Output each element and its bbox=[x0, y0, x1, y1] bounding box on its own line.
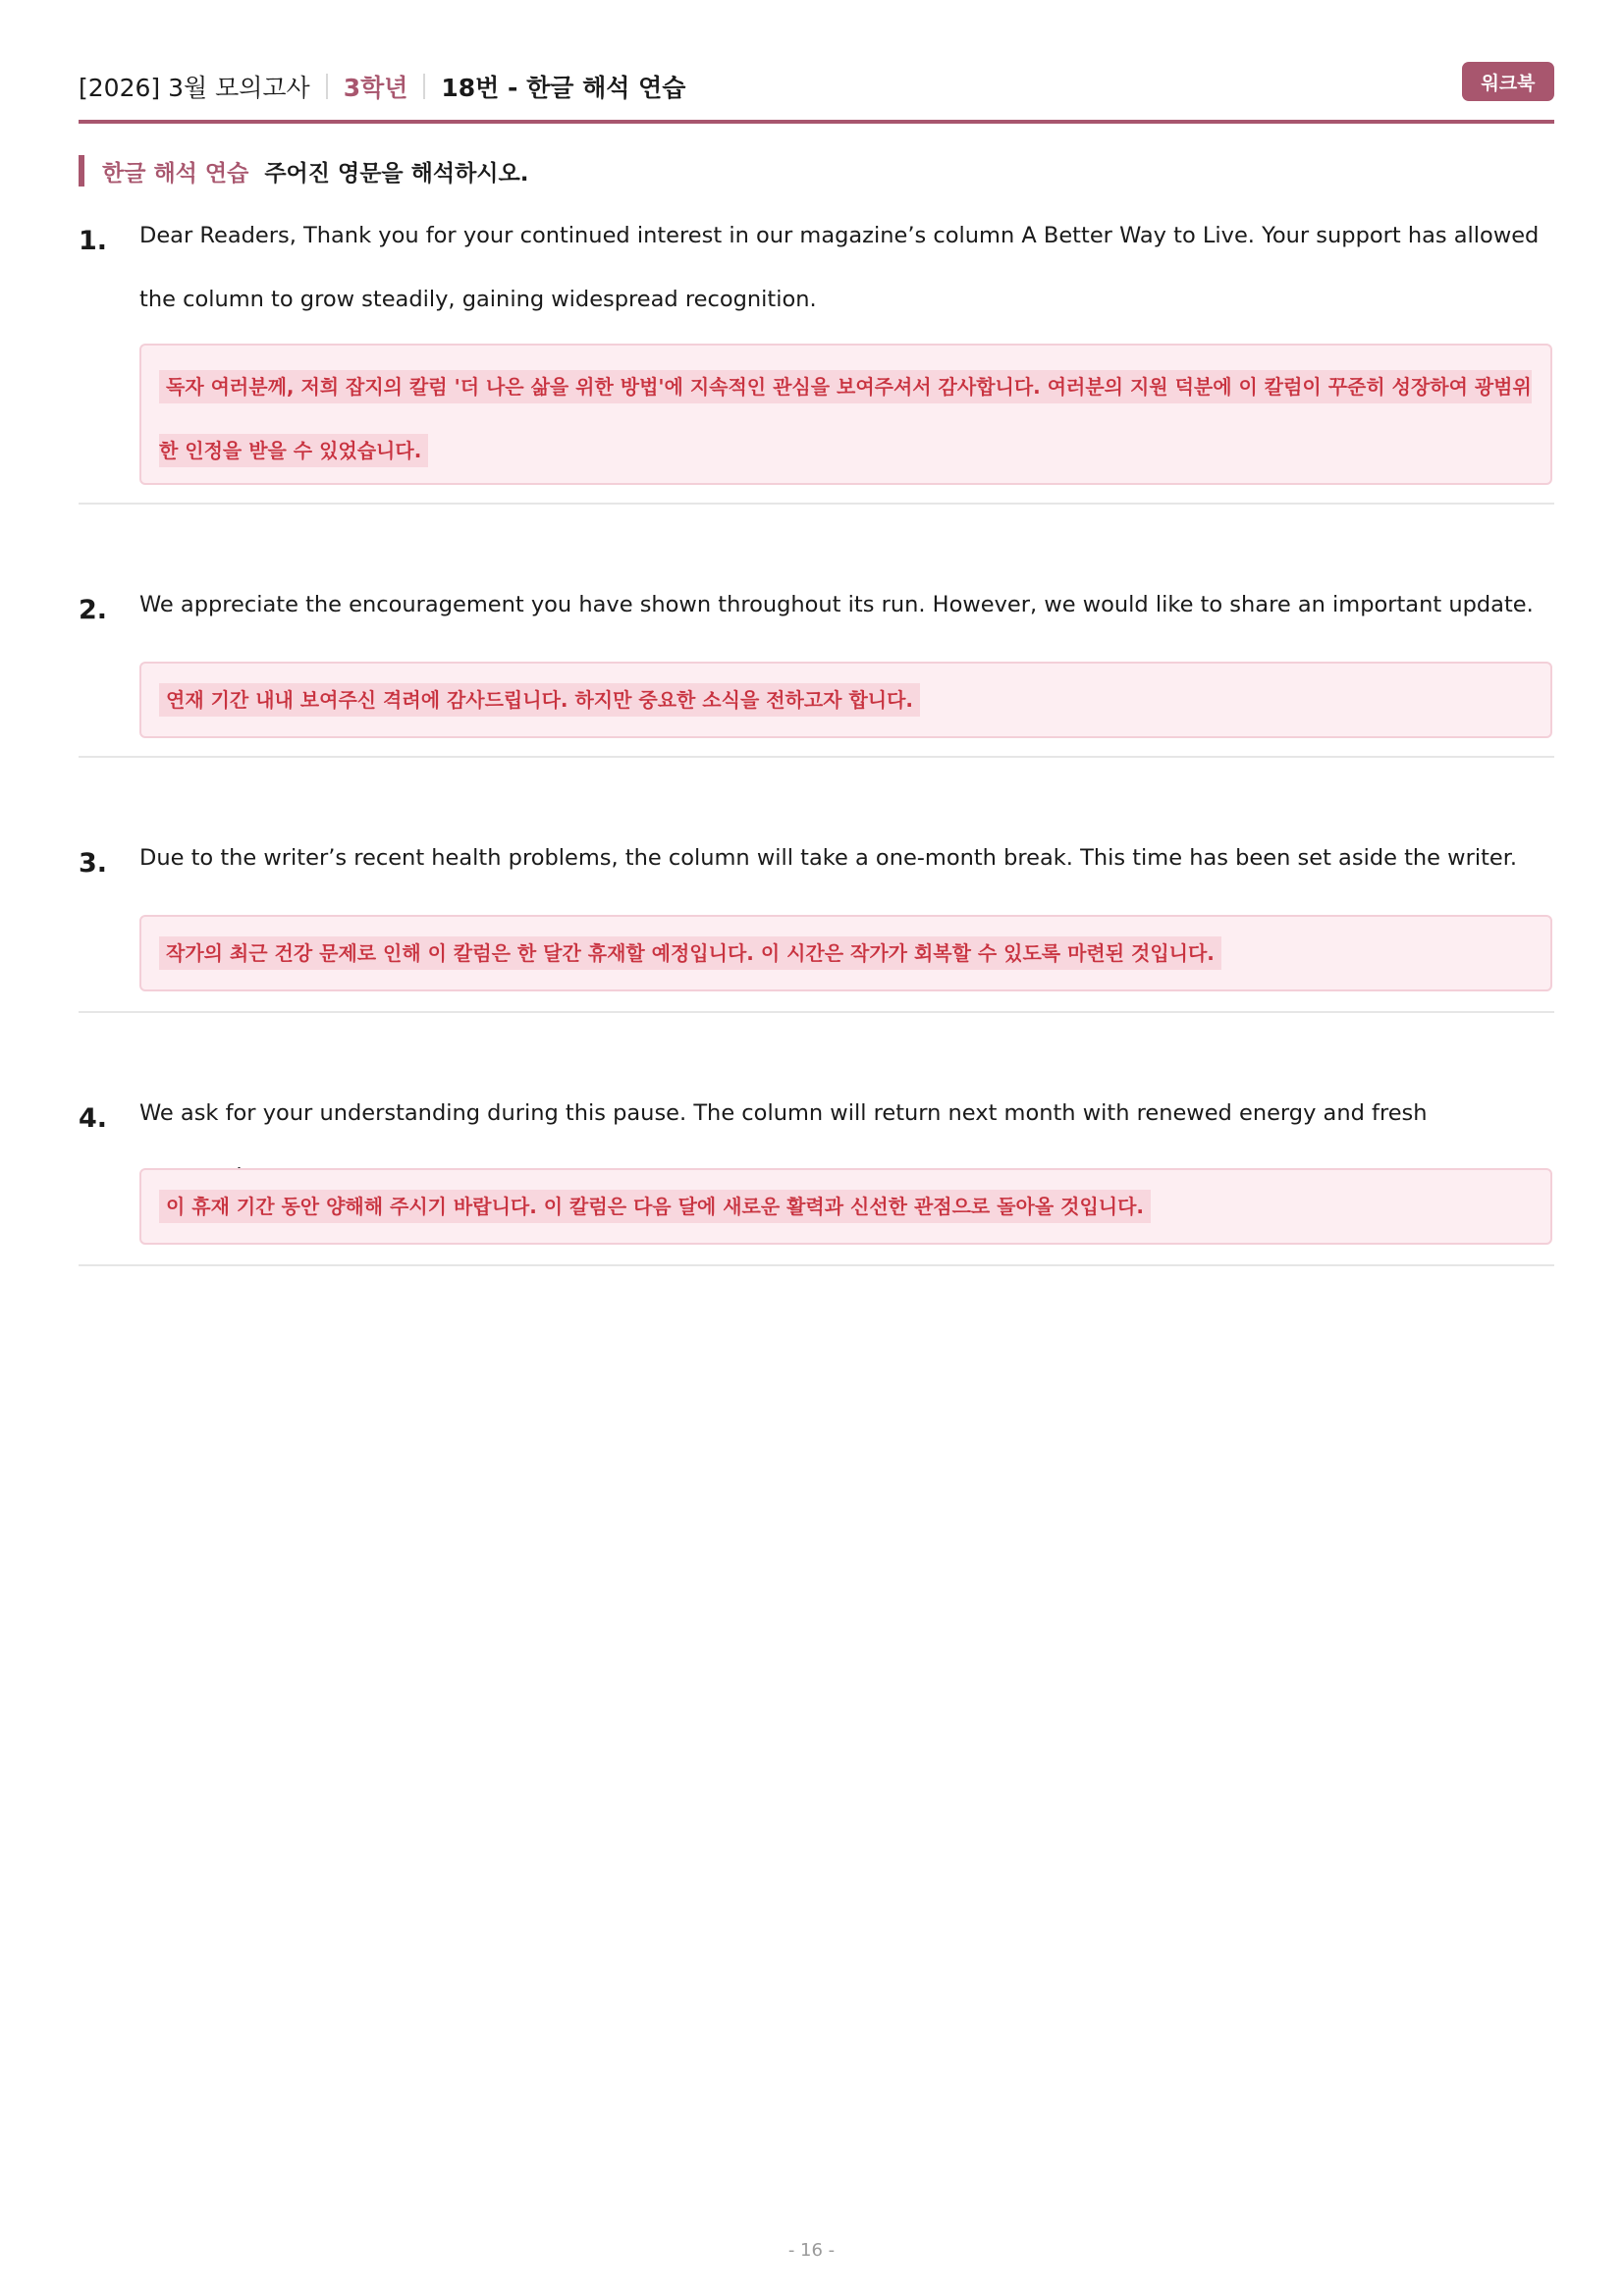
english-sentence: Due to the writer’s recent health problems, the column will take a one-month break. This time has been set aside the writer. bbox=[139, 845, 1518, 871]
exercise-item bbox=[79, 202, 1554, 505]
english-sentence: We ask for your understanding during this pause. The column will return next month with renewed energy and fresh bbox=[139, 1100, 1428, 1126]
item-number: 2. bbox=[79, 595, 108, 625]
header-breadcrumb bbox=[79, 69, 685, 104]
translation-box bbox=[139, 344, 1552, 485]
korean-translation: 연재 기간 내내 보여주신 격려에 감사드립니다. 하지만 중요한 소식을 전하고자 합니다. bbox=[159, 673, 1535, 726]
page-header bbox=[79, 61, 1554, 124]
topic-title: 18번 - 한글 해석 연습 bbox=[441, 74, 686, 102]
section-heading bbox=[79, 155, 528, 187]
exercise-item bbox=[79, 571, 1554, 758]
korean-translation: 이 휴재 기간 동안 양해해 주시기 바랍니다. 이 칼럼은 다음 달에 새로운 활력과 신선한 관점으로 돌아올 것입니다. bbox=[159, 1180, 1535, 1233]
workbook-badge: 워크북 bbox=[1462, 62, 1554, 101]
item-number: 3. bbox=[79, 848, 108, 879]
item-number: 4. bbox=[79, 1103, 108, 1134]
page-number: - 16 - bbox=[787, 2240, 836, 2261]
grade-label: 3학년 bbox=[343, 74, 408, 102]
korean-translation: 독자 여러분께, 저희 잡지의 칼럼 '더 나은 삶을 위한 방법'에 지속적인 관심을 보여주셔서 감사합니다. 여러분의 지원 덕분에 이 칼럼이 꾸준히 성장하여 광범위한 인정을 받을 수 있었습니다. bbox=[159, 355, 1535, 483]
english-sentence: Dear Readers, Thank you for your continued interest in our magazine’s column A Better Way to Live. Your support has allowed the column to grow steadily, gaining widespread recognition. bbox=[139, 223, 1540, 312]
exercise-item bbox=[79, 825, 1554, 1013]
translation-box bbox=[139, 915, 1552, 991]
translation-box bbox=[139, 1168, 1552, 1245]
header-divider bbox=[423, 74, 425, 99]
exam-title: [2026] 3월 모의고사 bbox=[79, 74, 310, 102]
exercise-item bbox=[79, 1080, 1554, 1266]
english-sentence: We appreciate the encouragement you have shown throughout its run. However, we would like to share an important update. bbox=[139, 592, 1534, 617]
korean-translation: 작가의 최근 건강 문제로 인해 이 칼럼은 한 달간 휴재할 예정입니다. 이 시간은 작가가 회복할 수 있도록 마련된 것입니다. bbox=[159, 927, 1535, 980]
header-divider bbox=[326, 74, 328, 99]
section-instruction: 주어진 영문을 해석하시오. bbox=[264, 160, 529, 187]
section-label: 한글 해석 연습 bbox=[102, 160, 249, 187]
item-number: 1. bbox=[79, 226, 108, 256]
translation-box bbox=[139, 662, 1552, 738]
